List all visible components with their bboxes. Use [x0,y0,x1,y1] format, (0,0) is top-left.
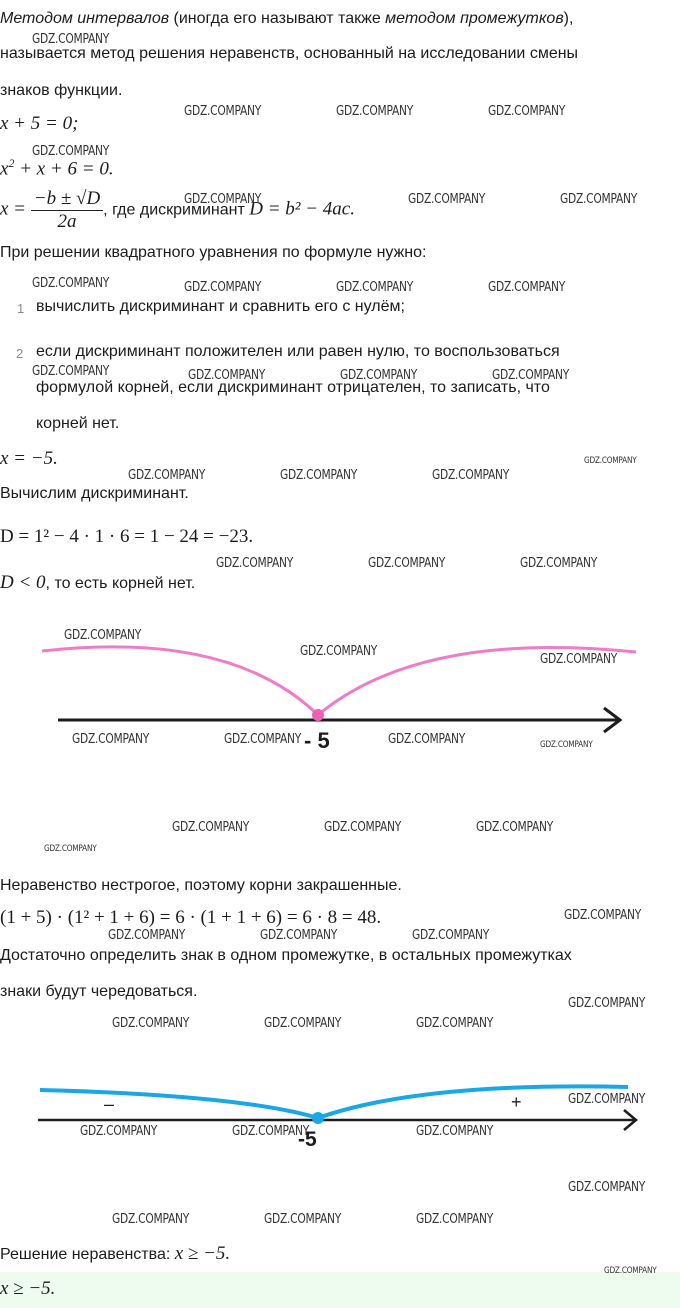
watermark: GDZ.COMPANY [540,652,618,667]
watermark: GDZ.COMPANY [72,732,150,747]
watermark: GDZ.COMPANY [560,192,638,207]
step-number-2: 2 [16,346,24,361]
watermark: GDZ.COMPANY [476,820,554,835]
equation-linear: x + 5 = 0; [0,113,79,134]
watermark: GDZ.COMPANY [568,1092,646,1107]
quadratic-intro: При решении квадратного уравнения по формуле нужно: [0,244,427,261]
watermark: GDZ.COMPANY [260,928,338,943]
root-point-2 [312,1112,324,1124]
step-2-line-1: если дискриминант положителен или равен нулю, то воспользоваться [36,343,560,360]
intro-mid: (иногда его называют также [169,10,386,27]
watermark: GDZ.COMPANY [604,1266,657,1276]
watermark: GDZ.COMPANY [416,1124,494,1139]
watermark: GDZ.COMPANY [432,468,510,483]
watermark: GDZ.COMPANY [264,1212,342,1227]
step-2-line-2: формулой корней, если дискриминант отрицателен, то записать, что [36,379,550,396]
nonstrict-note: Неравенство нестрогое, поэтому корни закрашенные. [0,877,402,894]
watermark: GDZ.COMPANY [488,280,566,295]
answer-expression: x ≥ −5. [0,1278,56,1299]
alternate-line-2: знаки будут чередоваться. [0,983,198,1000]
quadratic-formula [0,188,355,238]
watermark: GDZ.COMPANY [492,368,570,383]
watermark: GDZ.COMPANY [184,280,262,295]
watermark: GDZ.COMPANY [232,1124,310,1139]
watermark: GDZ.COMPANY [324,820,402,835]
formula-denominator: 2a [57,211,77,232]
watermark: GDZ.COMPANY [44,844,97,854]
watermark: GDZ.COMPANY [224,732,302,747]
watermark: GDZ.COMPANY [564,908,642,923]
watermark: GDZ.COMPANY [412,928,490,943]
watermark: GDZ.COMPANY [32,144,110,159]
formula-fraction [31,188,103,233]
watermark: GDZ.COMPANY [488,104,566,119]
watermark: GDZ.COMPANY [112,1212,190,1227]
root-value: x = −5. [0,448,58,469]
watermark: GDZ.COMPANY [172,820,250,835]
watermark: GDZ.COMPANY [32,364,110,379]
watermark: GDZ.COMPANY [336,104,414,119]
watermark: GDZ.COMPANY [520,556,598,571]
formula-text: , где дискриминант [103,201,250,219]
equation-quadratic: $x^2 + x + 6 = 0$. [0,156,114,180]
discriminant-equation: D = 1² − 4 · 1 · 6 = 1 − 24 = −23. [0,526,254,547]
term-interval-method: Методом интервалов [0,10,170,27]
plus-sign: + [511,1092,522,1112]
watermark: GDZ.COMPANY [32,32,110,47]
watermark: GDZ.COMPANY [540,740,593,750]
watermark: GDZ.COMPANY [128,468,206,483]
watermark: GDZ.COMPANY [80,1124,158,1139]
watermark: GDZ.COMPANY [184,104,262,119]
watermark: GDZ.COMPANY [416,1212,494,1227]
watermark: GDZ.COMPANY [368,556,446,571]
number-line-graph-2 [0,1070,680,1160]
watermark: GDZ.COMPANY [32,276,110,291]
graph-2-label: -5 [298,1128,317,1151]
step-1-text: вычислить дискриминант и сравнить его с нулём; [36,298,405,315]
watermark: GDZ.COMPANY [108,928,186,943]
watermark: GDZ.COMPANY [216,556,294,571]
graph-1-label: - 5 [304,728,330,753]
discriminant-sign: D < 0, то есть корней нет. [0,572,196,593]
watermark: GDZ.COMPANY [416,1016,494,1031]
check-equation: (1 + 5) · (1² + 1 + 6) = 6 · (1 + 1 + 6) = 6 · 8 = 48. [0,907,382,928]
intro-end: ), [563,10,574,27]
watermark: GDZ.COMPANY [336,280,414,295]
intro-line-2: называется метод решения неравенств, основанный на исследовании смены [0,45,579,62]
watermark: GDZ.COMPANY [568,996,646,1011]
alternate-line-1: Достаточно определить знак в одном промежутке, в остальных промежутках [0,947,572,964]
watermark: GDZ.COMPANY [184,192,262,207]
intro-line-3: знаков функции. [0,82,123,99]
watermark: GDZ.COMPANY [340,368,418,383]
watermark: GDZ.COMPANY [112,1016,190,1031]
watermark: GDZ.COMPANY [264,1016,342,1031]
formula-discriminant: D = b² − 4ac. [249,198,355,220]
step-number-1: 1 [17,301,25,316]
term-gap-method: методом промежутков [385,10,564,27]
number-line-graph-1 [0,600,680,780]
minus-sign: – [104,1094,115,1114]
solution-line: Решение неравенства: x ≥ −5. [0,1243,231,1264]
watermark: GDZ.COMPANY [300,644,378,659]
watermark: GDZ.COMPANY [188,368,266,383]
intro-line-1 [0,10,573,28]
step-2-line-3: корней нет. [36,415,120,432]
watermark: GDZ.COMPANY [584,456,637,466]
formula-lhs: x = [0,198,31,220]
watermark: GDZ.COMPANY [408,192,486,207]
answer-box [0,1272,680,1308]
calc-discriminant: Вычислим дискриминант. [0,485,189,502]
watermark: GDZ.COMPANY [64,628,142,643]
sign-curve-2 [40,1086,628,1118]
watermark: GDZ.COMPANY [388,732,466,747]
formula-numerator: −b ± √D [31,188,103,211]
watermark: GDZ.COMPANY [568,1180,646,1195]
watermark: GDZ.COMPANY [280,468,358,483]
root-point-1 [312,709,324,721]
